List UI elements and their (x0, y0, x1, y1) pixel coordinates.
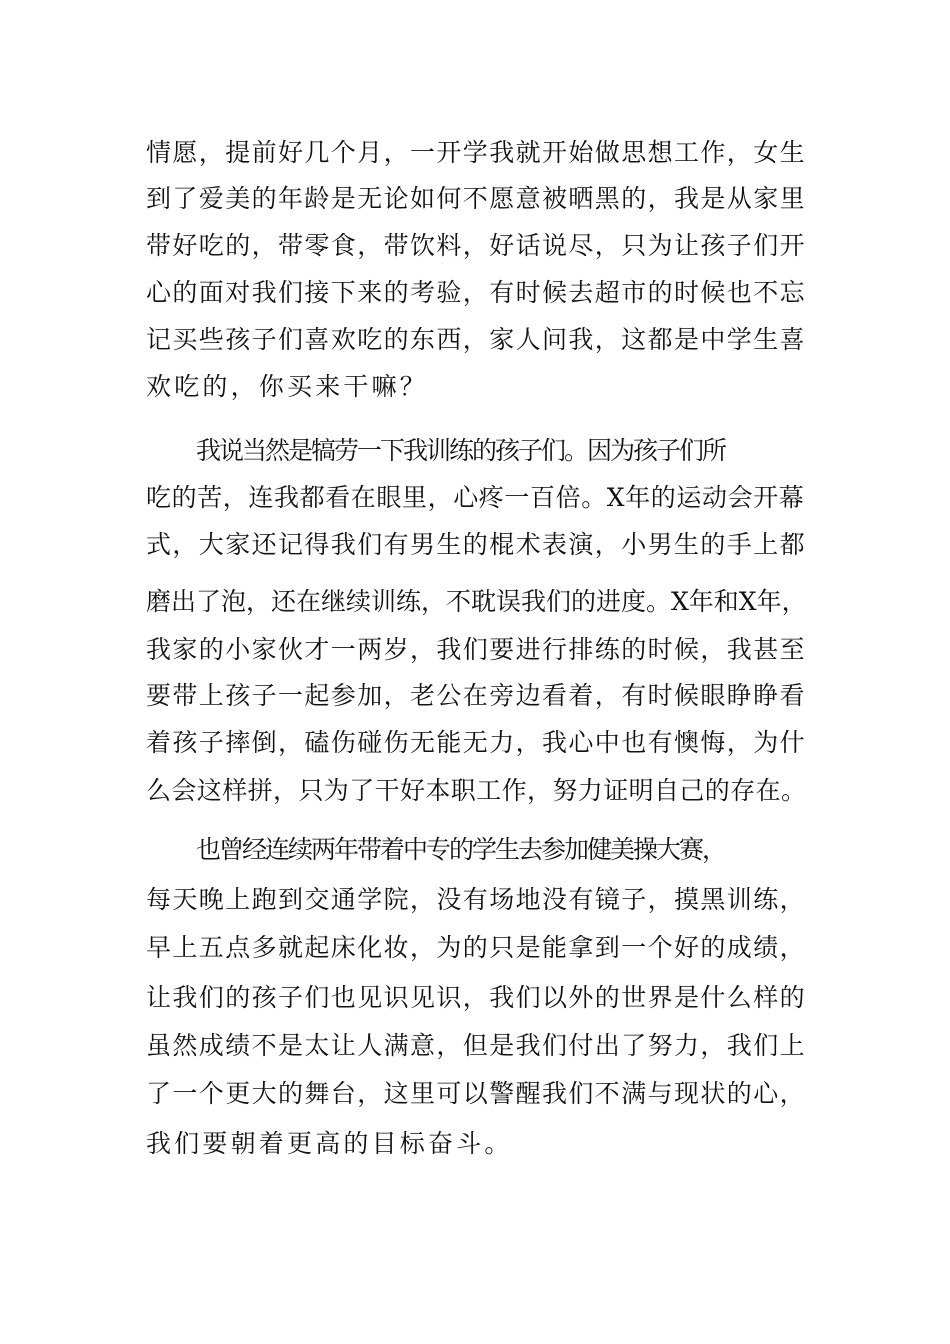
text-line: 情愿，提前好几个月，一开学我就开始做思想工作，女生 (146, 138, 807, 167)
text-line: 我家的小家伙才一两岁，我们要进行排练的时候，我甚至 (146, 635, 807, 664)
text-line: 让我们的孩子们也见识见识，我们以外的世界是什么样的 (146, 983, 807, 1012)
text-line: 虽然成绩不是太让人满意，但是我们付出了努力，我们上 (146, 1031, 807, 1060)
text-line: 早上五点多就起床化妆，为的只是能拿到一个好的成绩， (146, 933, 807, 962)
text-line: 我说当然是犒劳一下我训练的孩子们。因为孩子们所 (196, 436, 726, 465)
text-line: 了一个更大的舞台，这里可以警醒我们不满与现状的心， (146, 1079, 807, 1108)
text-line: 要带上孩子一起参加，老公在旁边看着，有时候眼睁睁看 (146, 681, 807, 710)
text-line: 吃的苦，连我都看在眼里，心疼一百倍。X年的运动会开幕 (146, 483, 805, 512)
text-line: 也曾经连续两年带着中专的学生去参加健美操大赛， (196, 835, 726, 864)
text-line: 欢吃的，你买来干嘛？ (146, 372, 429, 401)
text-line: 式，大家还记得我们有男生的棍术表演，小男生的手上都 (146, 530, 807, 559)
text-line: 每天晚上跑到交通学院，没有场地没有镜子，摸黑训练， (146, 885, 807, 914)
text-line: 到了爱美的年龄是无论如何不愿意被晒黑的，我是从家里 (146, 184, 807, 213)
text-line: 磨出了泡，还在继续训练，不耽误我们的进度。X年和X年， (146, 587, 807, 616)
text-line: 着孩子摔倒，磕伤碰伤无能无力，我心中也有懊悔，为什 (146, 728, 807, 757)
text-line: 么会这样拼，只为了干好本职工作，努力证明自己的存在。 (146, 776, 807, 805)
text-line: 记买些孩子们喜欢吃的东西，家人问我，这都是中学生喜 (146, 325, 807, 354)
text-line: 带好吃的，带零食，带饮料，好话说尽，只为让孩子们开 (146, 231, 807, 260)
text-line: 心的面对我们接下来的考验，有时候去超市的时候也不忘 (146, 278, 807, 307)
text-line: 我们要朝着更高的目标奋斗。 (146, 1129, 513, 1158)
